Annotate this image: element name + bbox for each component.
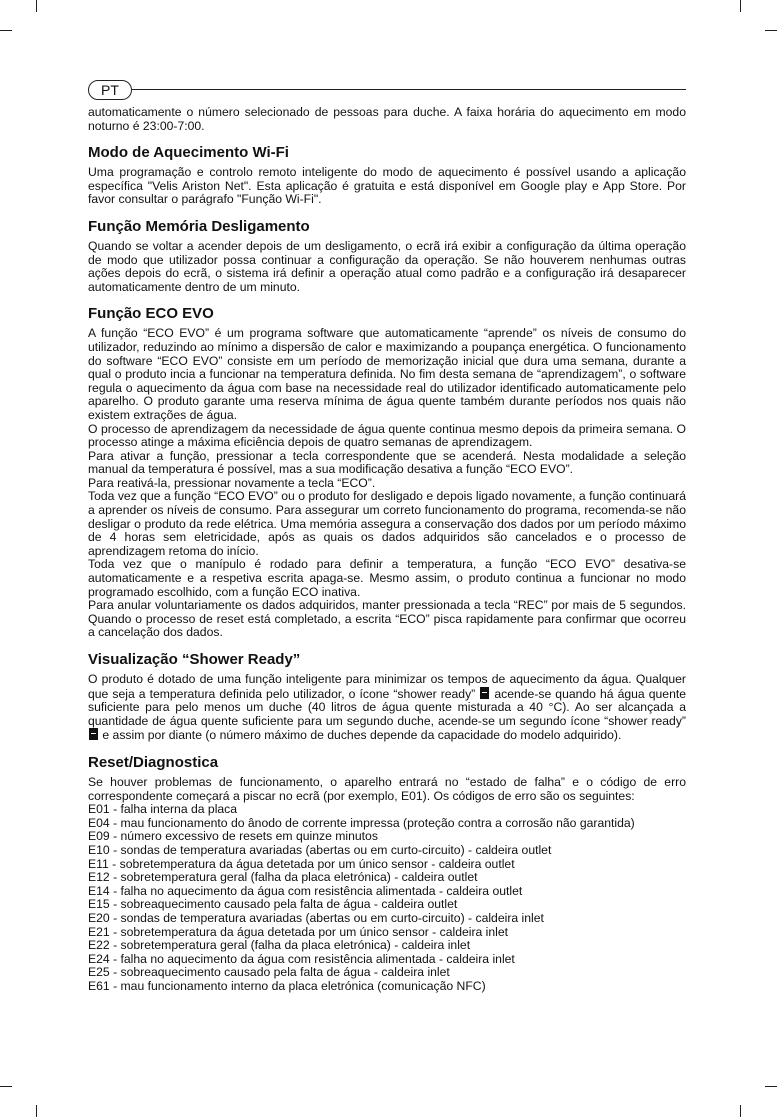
crop-mark xyxy=(765,30,777,31)
error-code-item: E14 - falha no aquecimento da água com resistência alimentada - caldeira outlet xyxy=(88,883,523,898)
error-code-item: E21 - sobretemperatura da água detetada por um único sensor - caldeira inlet xyxy=(88,924,509,939)
eco-paragraph: Para ativar a função, pressionar a tecla correspondente que se acenderá. Nesta modalidade a seleção manual da temperatura é possível, mas a sua modificação desativa a função “ECO EVO”. xyxy=(88,448,686,477)
crop-mark xyxy=(36,0,37,12)
error-code-item: E25 - sobreaquecimento causado pela falta de água - caldeira inlet xyxy=(88,965,450,980)
shower-text: O produto é dotado de uma função inteligente para minimizar os tempos de aquecimento da água. Qualquer que seja a temperatura definida pelo utilizador, o ícone “shower ready” xyxy=(88,672,686,701)
eco-paragraph: A função “ECO EVO” é um programa software que automaticamente “aprende” os níveis de consumo do utilizador, reduzindo ao mínimo a dispersão de calor e maximizando a poupança energética. O funcionamento do software “ECO EVO” consiste em um período de memorização inicial que dura uma semana, durante a qual o produto incia a funcionar na temperatura definida. No fim desta semana de “aprendizagem”, o software regula o aquecimento da água com base na necessidade real do utilizador identificado automaticamente pelo aparelho. O produto garante uma reserva mínima de água quente também durante períodos nos quais não existem extrações de água. xyxy=(88,326,686,422)
crop-mark xyxy=(36,1105,37,1117)
error-code-item: E12 - sobretemperatura geral (falha da placa eletrónica) - caldeira outlet xyxy=(88,870,478,885)
eco-heading: Função ECO EVO xyxy=(88,305,214,323)
shower-text: e assim por diante (o número máximo de duches depende da capacidade do modelo adquirido). xyxy=(102,728,622,743)
error-code-item: E11 - sobretemperatura da água detetada por um único sensor - caldeira outlet xyxy=(88,856,515,871)
error-code-item: E61 - mau funcionamento interno da placa eletrónica (comunicação NFC) xyxy=(88,978,486,993)
shower-ready-icon xyxy=(89,728,98,740)
error-code-list xyxy=(88,803,686,993)
memory-paragraph: Quando se voltar a acender depois de um desligamento, o ecrã irá exibir a configuração da última operação de modo que utilizador possa continuar a configuração da operação. Se não houverem nenhumas outras ações depois do ecrã, o sistema irá definir a operação atual como padrão e a configuração irá desaparecer automaticamente dentro de um minuto. xyxy=(88,238,686,294)
crop-mark xyxy=(0,30,12,31)
error-code-item: E22 - sobretemperatura geral (falha da placa eletrónica) - caldeira inlet xyxy=(88,938,471,953)
eco-paragraph: O processo de aprendizagem da necessidade de água quente continua mesmo depois da primeira semana. O processo atinge a máxima eficiência depois de quatro semanas de aprendizagem. xyxy=(88,421,686,450)
crop-mark xyxy=(740,0,741,12)
error-code-item: E10 - sondas de temperatura avariadas (abertas ou em curto-circuito) - caldeira outlet xyxy=(88,842,552,857)
reset-heading: Reset/Diagnostica xyxy=(88,753,219,771)
error-code-item: E15 - sobreaquecimento causado pela falta de água - caldeira outlet xyxy=(88,897,458,912)
memory-heading: Função Memória Desligamento xyxy=(88,217,310,235)
page-header xyxy=(88,80,686,100)
eco-paragraph: Para anular voluntariamente os dados adquiridos, manter pressionada a tecla “REC” por mais de 5 segundos. Quando o processo de reset está completado, a escrita “ECO” pisca rapidamente para confirmar que ocorreu a cancelação dos dados. xyxy=(88,598,686,640)
wifi-paragraph: Uma programação e controlo remoto inteligente do modo de aquecimento é possível usando a aplicação específica "Velis Ariston Net". Esta aplicação é gratuita e está disponível em Google play e App Store. Por favor consultar o parágrafo "Função Wi-Fi". xyxy=(88,165,686,207)
wifi-heading: Modo de Aquecimento Wi-Fi xyxy=(88,144,289,162)
shower-heading: Visualização “Shower Ready” xyxy=(88,651,301,668)
error-code-item: E20 - sondas de temperatura avariadas (abertas ou em curto-circuito) - caldeira inlet xyxy=(88,910,544,925)
shower-ready-icon xyxy=(480,687,489,699)
eco-paragraph: Toda vez que o manípulo é rodado para definir a temperatura, a função “ECO EVO” desativa-se automaticamente e a respetiva escrita apaga-se. Mesmo assim, o produto continua a funcionar no modo programado escolhido, com a função ECO inativa. xyxy=(88,557,686,599)
error-code-item: E04 - mau funcionamento do ânodo de corrente impressa (proteção contra a corrosão não garantida) xyxy=(88,815,635,830)
header-rule xyxy=(132,89,686,90)
language-badge: PT xyxy=(88,80,132,100)
eco-paragraph: Para reativá-la, pressionar novamente a tecla “ECO”. xyxy=(88,475,376,490)
intro-paragraph: automaticamente o número selecionado de pessoas para duche. A faixa horária do aquecimento em modo noturno é 23:00-7:00. xyxy=(88,105,686,133)
error-code-item: E24 - falha no aquecimento da água com resistência alimentada - caldeira inlet xyxy=(88,951,515,966)
crop-mark xyxy=(740,1105,741,1117)
reset-intro: Se houver problemas de funcionamento, o aparelho entrará no “estado de falha” e o código de erro correspondente começará a piscar no ecrã (por exemplo, E01). Os códigos de erro são os seguintes: xyxy=(88,774,686,803)
error-code-item: E01 - falha interna da placa xyxy=(88,802,238,817)
shower-text: acende-se quando há água quente suficiente para pelo menos um duche (40 litros de água quente misturada a 40 °C). Ao ser alcançada a quantidade de água quente suficiente para um segundo duche, acende-se um segundo ícone “shower ready” xyxy=(88,686,687,728)
crop-mark xyxy=(0,1086,12,1087)
error-code-item: E09 - número excessivo de resets em quinze minutos xyxy=(88,829,378,844)
eco-paragraph: Toda vez que a função “ECO EVO” ou o produto for desligado e depois ligado novamente, a função continuará a aprender os níveis de consumo. Para assegurar um correto funcionamento do programa, recomenda-se não desligar o produto da rede elétrica. Uma memória assegura a conservação dos dados por um período máximo de 4 horas sem eletricidade, após as quais os dados adquiridos são cancelados e o processo de aprendizagem retoma do início. xyxy=(88,489,686,558)
document-body xyxy=(88,106,686,993)
crop-mark xyxy=(765,1086,777,1087)
shower-paragraph xyxy=(88,673,686,743)
